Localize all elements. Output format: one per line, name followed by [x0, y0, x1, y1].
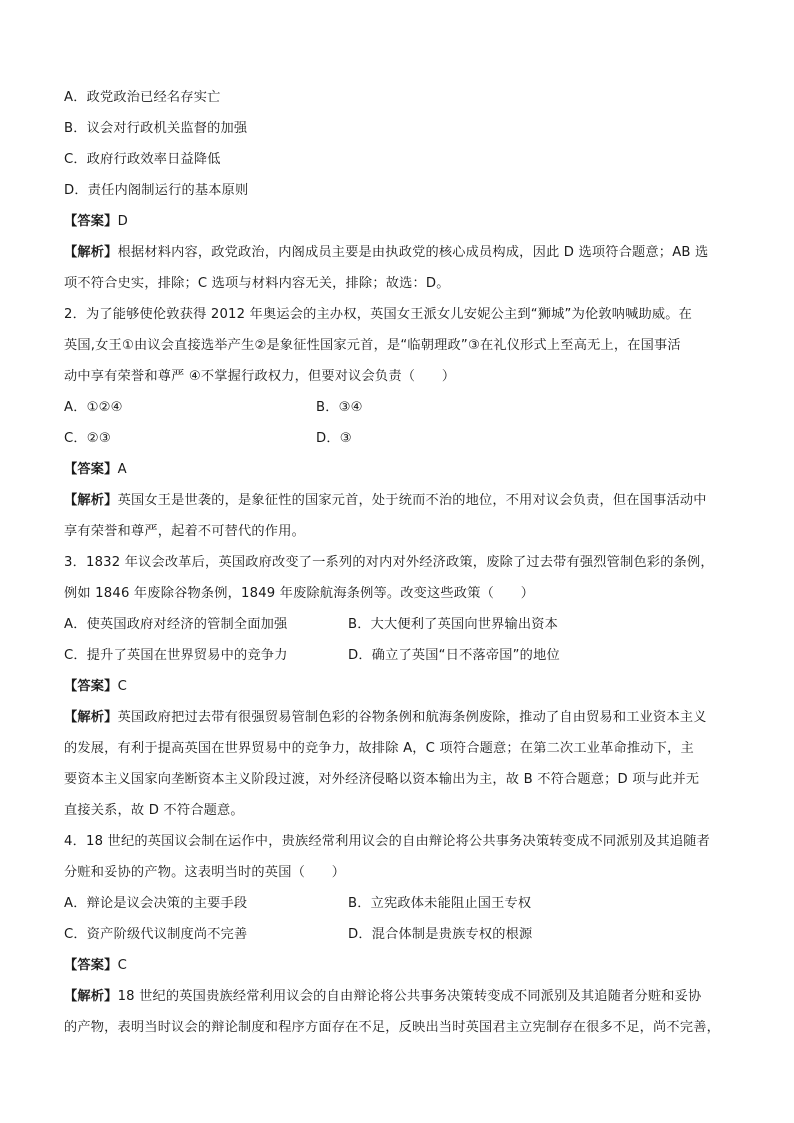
q2-option-c: C．②③: [64, 431, 111, 446]
q4-stem-line: 分赃和妥协的产物。这表明当时的英国（ ）: [64, 865, 346, 880]
q3-option-c: C．提升了英国在世界贸易中的竞争力: [64, 648, 288, 663]
q3-analysis-line: [64, 702, 742, 733]
q3-answer: [64, 671, 742, 702]
q3-analysis-line: 的发展，有利于提高英国在世界贸易中的竞争力，故排除 A，C 项符合题意；在第二次工业革命推动下，主: [64, 741, 694, 756]
q3-option-a: A．使英国政府对经济的管制全面加强: [64, 617, 288, 632]
answer-tag: 【答案】: [64, 679, 118, 694]
q4-options-row: [64, 888, 742, 919]
q2-stem-line: 动中享有荣誉和尊严 ④不掌握行政权力，但要对议会负责（ ）: [64, 369, 456, 384]
q4-stem-line: 4．18 世纪的英国议会制在运作中，贵族经常利用议会的自由辩论将公共事务决策转变成不同派别及其追随者: [64, 834, 710, 849]
analysis-text: 英国政府把过去带有很强贸易管制色彩的谷物条例和航海条例废除，推动了自由贸易和工业资本主义: [117, 710, 707, 725]
q1-answer: [64, 206, 742, 237]
q4-option-d: D．混合体制是贵族专权的根源: [348, 927, 533, 942]
analysis-tag: 【解析】: [64, 710, 118, 725]
q3-option-d: D．确立了英国“日不落帝国”的地位: [348, 648, 560, 663]
answer-value: C: [117, 958, 127, 973]
q2-option-d: D．③: [316, 431, 352, 446]
q4-analysis-line: [64, 981, 742, 1012]
q2-answer: [64, 454, 742, 485]
answer-value: A: [117, 462, 127, 477]
q3-analysis-line: 要资本主义国家向垄断资本主义阶段过渡，对外经济侵略以资本输出为主，故 B 不符合题意；D 项与此并无: [64, 772, 700, 787]
q2-options-row: [64, 392, 742, 423]
analysis-tag: 【解析】: [64, 493, 118, 508]
q1-analysis-line: [64, 237, 742, 268]
q2-option-a: A．①②④: [64, 400, 123, 415]
q3-options-row: [64, 640, 742, 671]
q3-stem-line: 例如 1846 年废除谷物条例，1849 年废除航海条例等。改变这些政策（ ）: [64, 586, 535, 601]
analysis-text: 18 世纪的英国贵族经常利用议会的自由辩论将公共事务决策转变成不同派别及其追随者分赃和妥协: [117, 989, 702, 1004]
q3-analysis-line: 直接关系，故 D 不符合题意。: [64, 803, 244, 818]
answer-value: C: [117, 679, 127, 694]
analysis-text: 英国女王是世袭的，是象征性的国家元首，处于统而不治的地位，不用对议会负责，但在国事活动中: [117, 493, 707, 508]
answer-tag: 【答案】: [64, 462, 118, 477]
q3-option-b: B．大大便利了英国向世界输出资本: [348, 617, 559, 632]
q2-stem-line: 2．为了能够使伦敦获得 2012 年奥运会的主办权，英国女王派女儿安妮公主到“狮城”为伦敦呐喊助威。在: [64, 307, 693, 322]
answer-tag: 【答案】: [64, 958, 118, 973]
analysis-tag: 【解析】: [64, 989, 118, 1004]
q3-options-row: [64, 609, 742, 640]
answer-tag: 【答案】: [64, 214, 118, 229]
q2-options-row: [64, 423, 742, 454]
q2-analysis-line: [64, 485, 742, 516]
q2-option-b: B．③④: [316, 400, 363, 415]
q4-option-a: A．辩论是议会决策的主要手段: [64, 896, 248, 911]
q4-answer: [64, 950, 742, 981]
q3-stem-line: 3．1832 年议会改革后，英国政府改变了一系列的对内对外经济政策，废除了过去带有强烈管制色彩的条例，: [64, 555, 714, 570]
q1-analysis-line: 项不符合史实，排除；C 选项与材料内容无关，排除；故选：D。: [64, 276, 450, 291]
q1-option-a: A．政党政治已经名存实亡: [64, 90, 221, 105]
q2-stem-line: 英国,女王①由议会直接选举产生②是象征性国家元首，是“临朝理政”③在礼仪形式上至高无上，在国事活: [64, 338, 681, 353]
q4-option-c: C．资产阶级代议制度尚不完善: [64, 927, 248, 942]
q4-analysis-line: 的产物，表明当时议会的辩论制度和程序方面存在不足，反映出当时英国君主立宪制存在很多不足，尚不完善，: [64, 1020, 720, 1035]
analysis-tag: 【解析】: [64, 245, 118, 260]
q4-options-row: [64, 919, 742, 950]
q1-option-b: B．议会对行政机关监督的加强: [64, 121, 248, 136]
q2-analysis-line: 享有荣誉和尊严，起着不可替代的作用。: [64, 524, 305, 539]
analysis-text: 根据材料内容，政党政治，内阁成员主要是由执政党的核心成员构成，因此 D 选项符合题意；AB 选: [117, 245, 709, 260]
q4-option-b: B．立宪政体未能阻止国王专权: [348, 896, 532, 911]
answer-value: D: [117, 214, 128, 229]
q1-option-d: D．责任内阁制运行的基本原则: [64, 183, 249, 198]
q1-option-c: C．政府行政效率日益降低: [64, 152, 221, 167]
